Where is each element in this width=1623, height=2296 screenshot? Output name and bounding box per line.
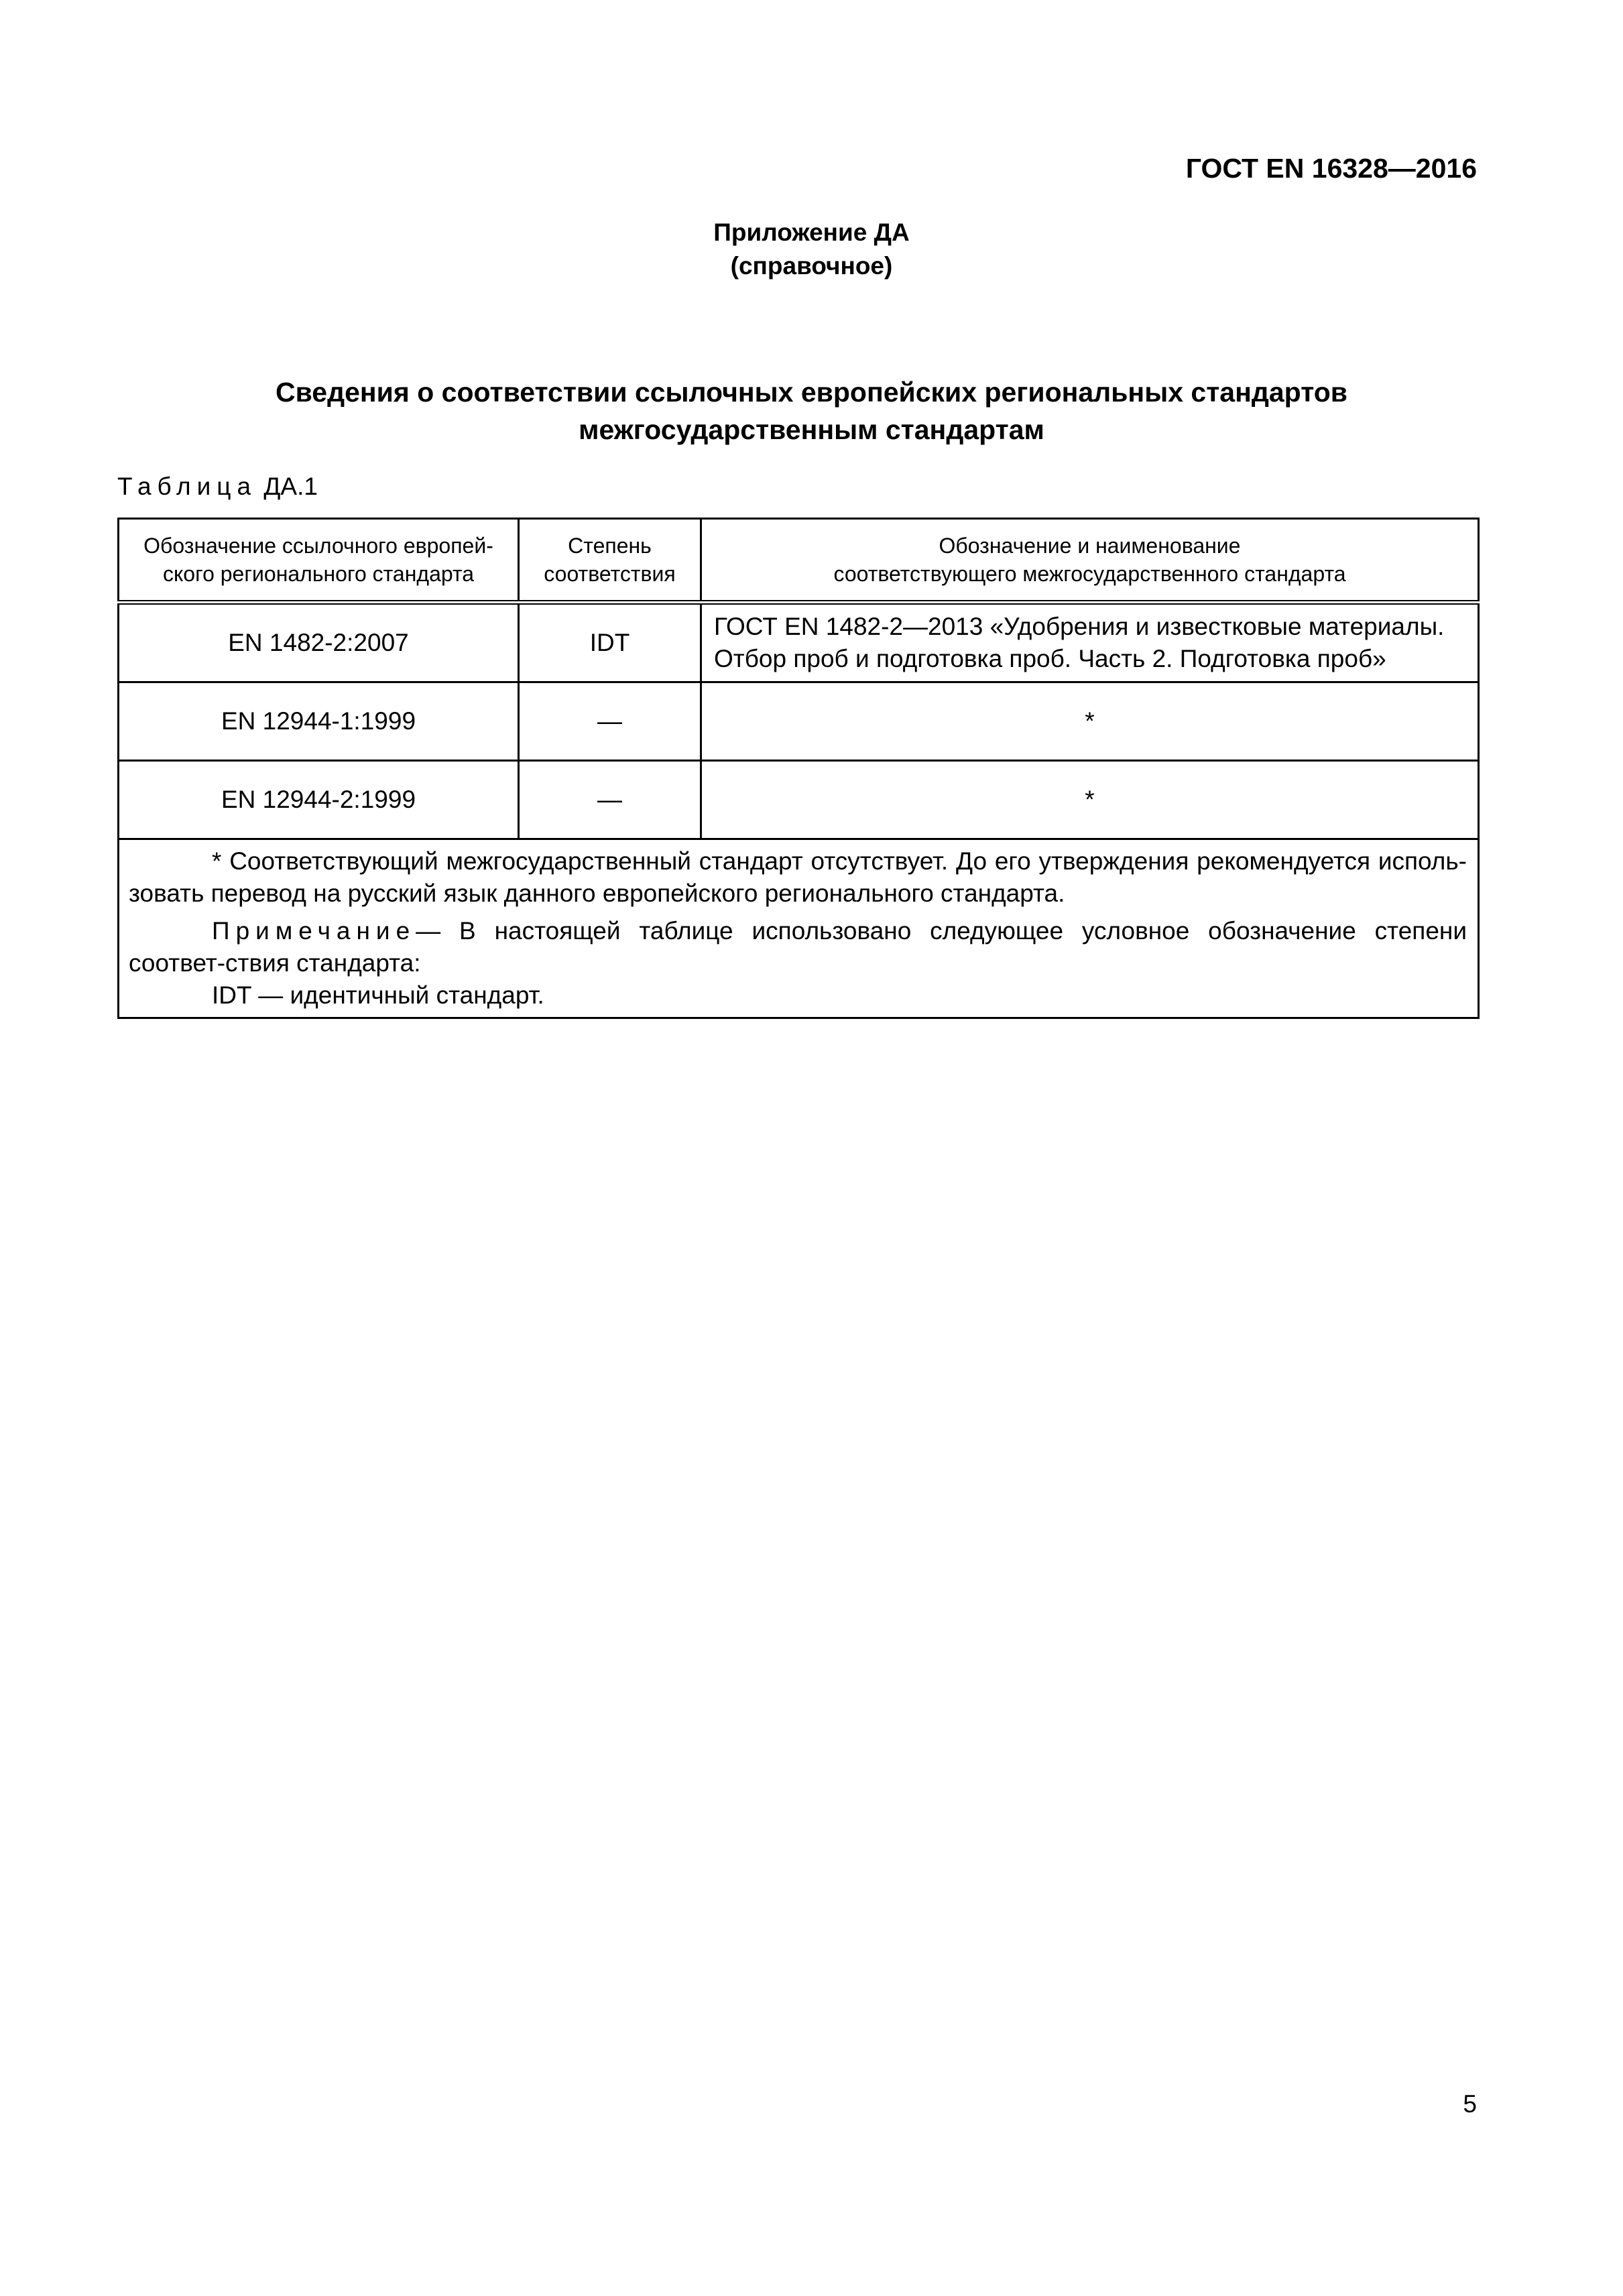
header-degree-line-1: Степень xyxy=(568,534,652,558)
reference-cell: EN 12944-1:1999 xyxy=(119,682,519,761)
table-caption xyxy=(117,473,318,501)
page-number: 5 xyxy=(1463,2090,1477,2118)
table-header-row xyxy=(119,519,1479,603)
header-interstate-standard xyxy=(701,519,1479,603)
table-row xyxy=(119,603,1479,682)
note-text: — В настоящей таблице использовано следующее условное обозначение степени соответ-ствия стандарта: xyxy=(129,917,1467,977)
header-degree xyxy=(519,519,701,603)
appendix-type: (справочное) xyxy=(730,252,893,280)
interstate-standard-cell: * xyxy=(701,682,1479,761)
section-title-line-2: межгосударственным стандартам xyxy=(579,414,1044,445)
appendix-heading xyxy=(0,216,1623,283)
interstate-standard-cell: * xyxy=(701,761,1479,839)
table-caption-word: Таблица xyxy=(117,473,257,500)
footnote-idt: IDT — идентичный стандарт. xyxy=(212,981,544,1009)
reference-cell: EN 1482-2:2007 xyxy=(119,603,519,682)
table-row xyxy=(119,761,1479,839)
degree-cell: — xyxy=(519,682,701,761)
interstate-standard-cell xyxy=(701,603,1479,682)
document-code: ГОСТ EN 16328—2016 xyxy=(1185,153,1477,184)
header-reference-standard xyxy=(119,519,519,603)
appendix-label: Приложение ДА xyxy=(713,219,910,246)
section-title xyxy=(0,373,1623,448)
interstate-standard-line-2: Отбор проб и подготовка проб. Часть 2. Подготовка проб» xyxy=(714,645,1386,672)
table-caption-number: ДА.1 xyxy=(263,473,318,500)
table-row xyxy=(119,682,1479,761)
header-reference-line-1: Обозначение ссылочного европей- xyxy=(143,534,493,558)
header-reference-line-2: ского регионального стандарта xyxy=(162,562,475,586)
footnote-star: * Соответствующий межгосударственный стандарт отсутствует. До его утверждения рекомендуется исполь-зовать перевод на русский язык данного европейского регионального стандарта. xyxy=(129,847,1467,907)
degree-cell: IDT xyxy=(519,603,701,682)
interstate-standard-line-1: ГОСТ EN 1482-2—2013 «Удобрения и известковые материалы. xyxy=(714,613,1445,640)
degree-cell: — xyxy=(519,761,701,839)
header-interstate-line-2: соответствующего межгосударственного стандарта xyxy=(833,562,1346,586)
note-word: Примечание xyxy=(212,917,416,945)
reference-cell: EN 12944-2:1999 xyxy=(119,761,519,839)
header-interstate-line-1: Обозначение и наименование xyxy=(939,534,1241,558)
table-footnote-row xyxy=(119,839,1479,1018)
header-degree-line-2: соответствия xyxy=(544,562,676,586)
footnote-note xyxy=(129,915,1467,979)
table-footnote xyxy=(119,839,1479,1018)
correspondence-table xyxy=(117,518,1480,1019)
section-title-line-1: Сведения о соответствии ссылочных европейских региональных стандартов xyxy=(276,377,1347,408)
